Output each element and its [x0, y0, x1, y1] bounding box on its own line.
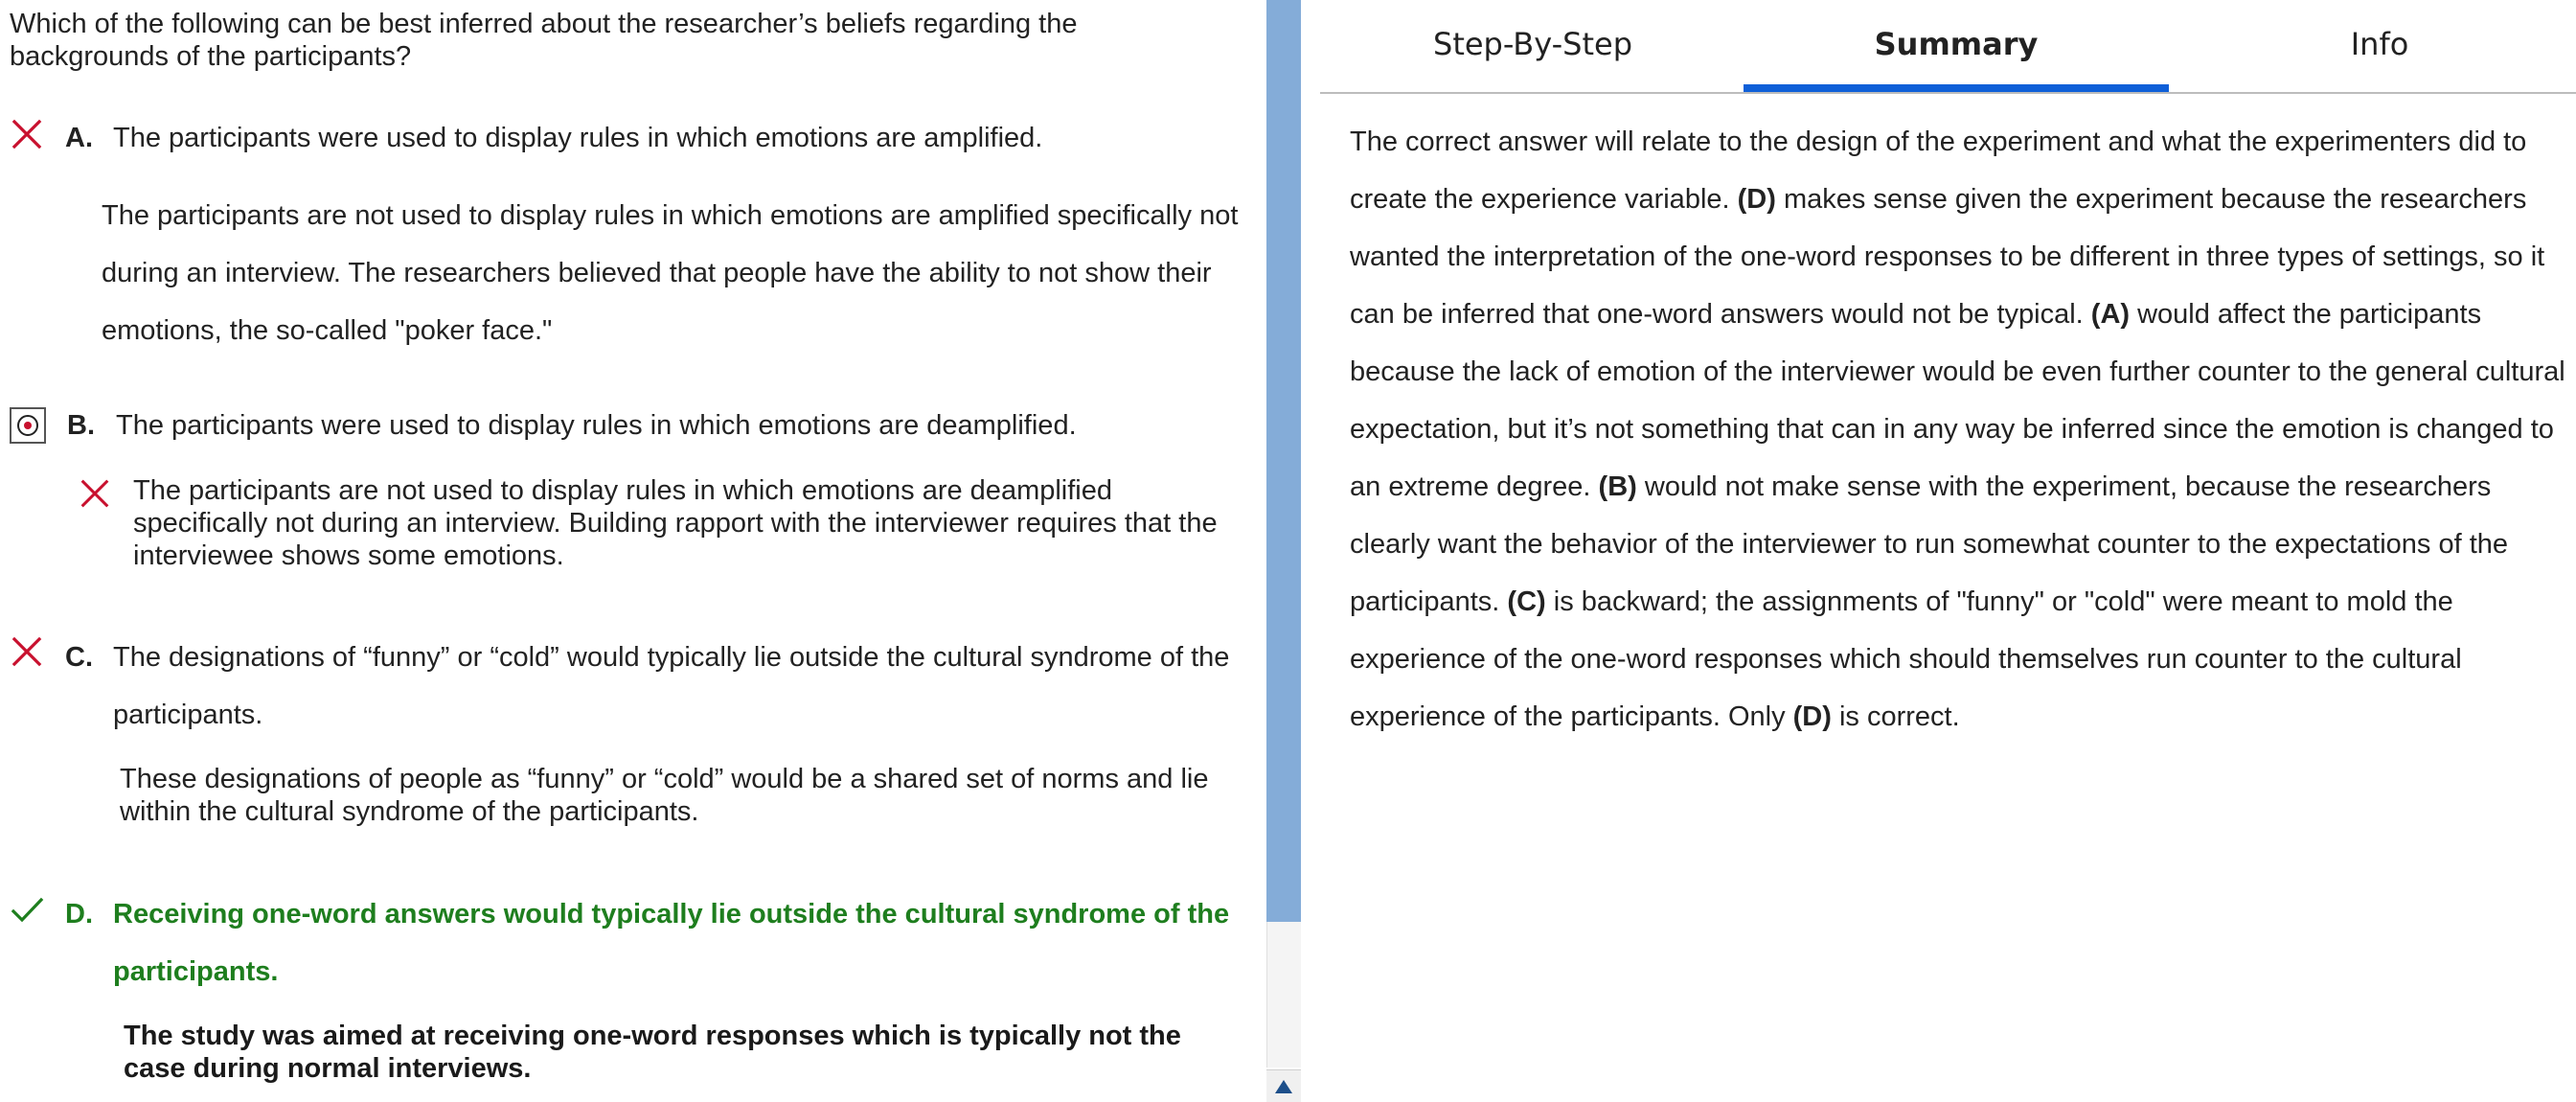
- tab-bar: [1320, 0, 2576, 94]
- check-mark-icon: [10, 893, 44, 928]
- x-mark-icon: [10, 634, 44, 669]
- vertical-scrollbar[interactable]: [1266, 0, 1301, 1101]
- choice-c-explanation: These designations of people as “funny” or “cold” would be a shared set of norms and lie within the cultural syndrome of the participants.: [120, 764, 1209, 827]
- choice-text: Receiving one-word answers would typically lie outside the cultural syndrome of the participants.: [113, 899, 1230, 987]
- radio-selected-icon[interactable]: [10, 407, 46, 444]
- summary-text: The correct answer will relate to the design of the experiment and what the experimenters did to create the experience variable. (D) makes sense given the experiment because the researchers wanted the interpretation of the one-word responses to be different in three types of settings, so it can be inferred that one-word answers would not be typical. (A) would affect the participants because the lack of emotion of the interviewer would be even further counter to the general cultural expectation, but it’s not something that can in any way be inferred since the emotion is changed to an extreme degree. (B) would not make sense with the experiment, because the researchers clearly want the behavior of the interviewer to run somewhat counter to the expectations of the participants. (C) is backward; the assignments of "funny" or "cold" were meant to mold the experience of the one-word responses which should themselves run counter to the cultural experience of the participants. Only (D) is correct.: [1350, 126, 2565, 732]
- choice-text: The participants were used to display rules in which emotions are deamplified.: [116, 410, 1077, 441]
- x-mark-icon: [79, 477, 111, 510]
- tab-summary[interactable]: Summary: [1874, 26, 2039, 62]
- explanation-pane: [1301, 0, 2576, 1101]
- x-mark-icon: [10, 117, 44, 151]
- tab-info[interactable]: Info: [2350, 26, 2409, 62]
- choice-text: The designations of “funny” or “cold” would typically lie outside the cultural syndrome of the participants.: [113, 642, 1230, 730]
- choice-letter: D.: [65, 899, 93, 930]
- choice-letter: C.: [65, 642, 93, 673]
- choice-a-explanation: The participants are not used to display rules in which emotions are amplified specifically not during an interview. The researchers believed that people have the ability to not show their emotions, the so-called "poker face.": [102, 200, 1239, 346]
- scroll-up-button[interactable]: [1266, 1069, 1301, 1102]
- scroll-track[interactable]: [1266, 922, 1302, 1068]
- active-tab-indicator: [1744, 84, 2169, 92]
- choice-letter: B.: [67, 410, 95, 441]
- scroll-thumb[interactable]: [1266, 0, 1301, 922]
- question-pane: [0, 0, 1266, 1101]
- choice-text: The participants were used to display rules in which emotions are amplified.: [113, 123, 1043, 153]
- triangle-up-icon: [1273, 1078, 1294, 1095]
- choice-d-explanation: The study was aimed at receiving one-word responses which is typically not the case during normal interviews.: [124, 1021, 1181, 1084]
- tab-step-by-step[interactable]: Step-By-Step: [1433, 26, 1632, 62]
- question-text: Which of the following can be best inferred about the researcher’s beliefs regarding the backgrounds of the participants?: [10, 9, 1078, 72]
- choice-b-explanation: The participants are not used to display rules in which emotions are deamplified specifically not during an interview. Building rapport with the interviewer requires that the interviewee shows some emotions.: [133, 475, 1218, 571]
- choice-letter: A.: [65, 123, 93, 153]
